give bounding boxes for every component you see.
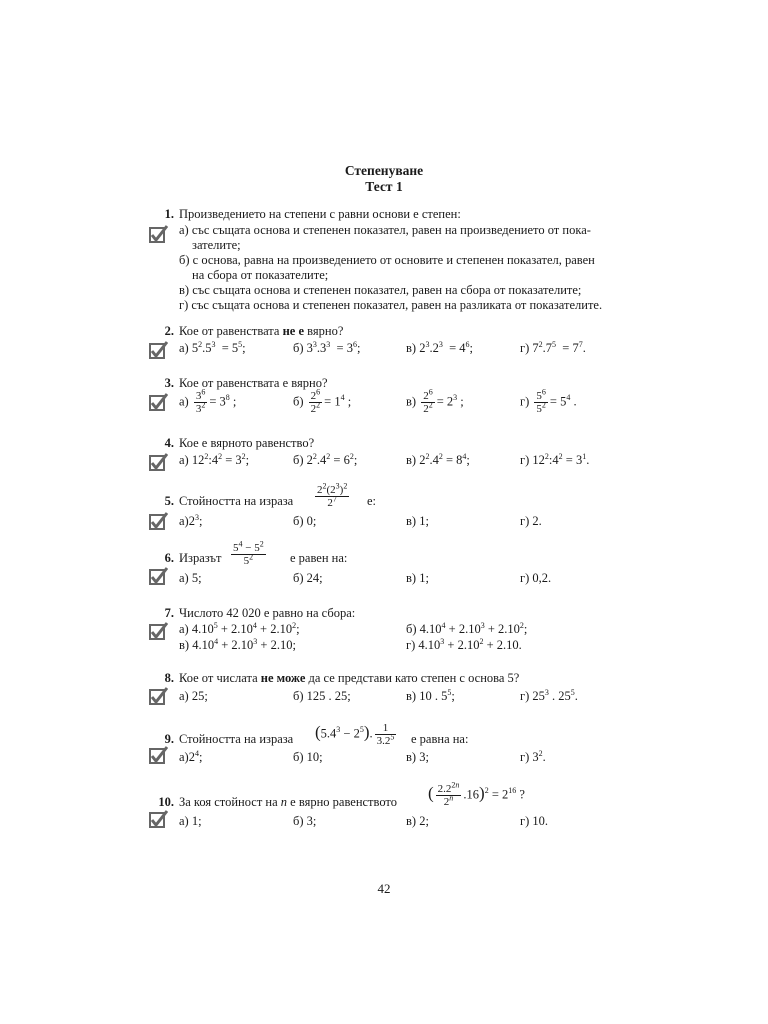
checkbox-checked-icon[interactable] [149, 453, 168, 471]
page-title: Степенуване [344, 163, 424, 178]
answer-option: б) $\frac{2^6}{2^2}$ = $1^4$ ; [293, 387, 352, 415]
answer-option: б) 125 . 25; [293, 689, 351, 703]
answer-option: а) $12^2:4^2 = 3^2$; [179, 451, 250, 467]
answer-option: а) със същата основа и степенен показател, равен на произведението от пока- [179, 223, 591, 237]
question-text: Кое от равенствата е вярно? [179, 376, 328, 390]
answer-option: а) 1; [179, 814, 202, 828]
page-subtitle: Тест 1 [365, 179, 403, 194]
question-text: Произведението на степени с равни основи е степен: [179, 207, 461, 221]
answer-option: б) $3^3.3^3 = 3^6$; [293, 339, 361, 355]
answer-option: г) $25^3$ . $25^5$. [520, 687, 578, 703]
answer-option: а) $4.10^5 + 2.10^4 + 2.10^2$; [179, 620, 300, 636]
checkbox-checked-icon[interactable] [149, 567, 168, 585]
question-text: Кое е вярното равенство? [179, 436, 315, 450]
question-number: 9. [164, 732, 174, 746]
question-number: 3. [164, 376, 174, 390]
checkbox-checked-icon[interactable] [149, 810, 168, 828]
answer-option: б) 0; [293, 514, 317, 528]
checkbox-checked-icon[interactable] [149, 225, 168, 243]
answer-option: на сбора от показателите; [192, 268, 329, 282]
answer-option: г) $4.10^3 + 2.10^2 + 2.10$. [406, 636, 522, 652]
question-number: 5. [164, 494, 174, 508]
answer-option: г) 2. [520, 514, 542, 528]
answer-option: зателите; [192, 238, 241, 252]
checkbox-checked-icon[interactable] [149, 687, 168, 705]
question-text: За коя стойност на n е вярно равенството [179, 795, 397, 809]
question-text: Кое от равенствата не е вярно? [179, 324, 344, 338]
question-number: 2. [164, 324, 174, 338]
answer-option: в) 3; [406, 750, 429, 764]
answer-option: б) $4.10^4 + 2.10^3 + 2.10^2$; [406, 620, 528, 636]
question-number: 10. [158, 795, 174, 809]
answer-option: а) 5; [179, 571, 202, 585]
answer-option: б) 3; [293, 814, 317, 828]
answer-option: в) $2^3.2^3 = 4^6$; [406, 339, 473, 355]
answer-option: $а)2^4$; [179, 748, 203, 764]
expression-formula: $(5.4^3 - 2^5)$. $\frac{1}{3.2^5}$ [315, 722, 395, 747]
question-number: 1. [164, 207, 174, 221]
answer-option: в) 2; [406, 814, 429, 828]
answer-option: г) 0,2. [520, 571, 552, 585]
checkbox-checked-icon[interactable] [149, 512, 168, 530]
checkbox-checked-icon[interactable] [149, 393, 168, 411]
expression-fraction: $\frac{5^4 - 5^2}{5^2}$ [233, 539, 264, 567]
answer-option: г) $3^2$. [520, 748, 546, 764]
question-text: е: [367, 494, 377, 508]
answer-option: в) $\frac{2^6}{2^2}$ = $2^3$ ; [406, 387, 464, 415]
question-text: Стойността на израза [179, 732, 294, 746]
answer-option: г) $7^2.7^5 = 7^7$. [520, 339, 586, 355]
checkbox-checked-icon[interactable] [149, 622, 168, 640]
question-number: 7. [164, 606, 174, 620]
answer-option: б) 10; [293, 750, 323, 764]
checkbox-checked-icon[interactable] [149, 341, 168, 359]
expression-fraction: $\frac{2^2(2^3)^2}{2^7}$ [317, 481, 348, 509]
answer-option: в) 1; [406, 571, 429, 585]
answer-option: в) 10 . $5^5$; [406, 687, 455, 703]
question-text: е равен на: [290, 551, 348, 565]
question-number: 6. [164, 551, 174, 565]
answer-option: в) със същата основа и степенен показател, равен на сбора от показателите; [179, 283, 582, 297]
answer-option: а) $\frac{3^6}{3^2}$ = $3^8$ ; [179, 387, 237, 415]
answer-option: б) $2^2.4^2 = 6^2$; [293, 451, 358, 467]
expression-formula: ( $\frac{2.2^{2n}}{2^n}$ $.16)^2 = 2^{16}$ ? [428, 780, 525, 808]
page-number: 42 [377, 881, 391, 896]
question-number: 4. [164, 436, 174, 450]
question-text: Кое от числата не може да се представи като степен с основа 5? [179, 671, 520, 685]
answer-option: в) 1; [406, 514, 429, 528]
answer-option: г) със същата основа и степенен показател, равен на разликата от показателите. [179, 298, 603, 312]
checkbox-checked-icon[interactable] [149, 746, 168, 764]
answer-option: а) $5^2.5^3 = 5^5$; [179, 339, 246, 355]
question-text: Изразът [179, 551, 222, 565]
answer-option: $а)2^3$; [179, 512, 203, 528]
answer-option: а) 25; [179, 689, 208, 703]
answer-option: в) $2^2.4^2 = 8^4$; [406, 451, 470, 467]
question-text: е равна на: [411, 732, 469, 746]
answer-option: в) $4.10^4 + 2.10^3 + 2.10$; [179, 636, 296, 652]
answer-option: б) 24; [293, 571, 323, 585]
question-text: Стойността на израза [179, 494, 294, 508]
question-text: Числото 42 020 е равно на сбора: [179, 606, 356, 620]
question-number: 8. [164, 671, 174, 685]
answer-option: г) $12^2:4^2 = 3^1$. [520, 451, 590, 467]
answer-option: б) с основа, равна на произведението от основите и степенен показател, равен [179, 253, 595, 267]
answer-option: г) $\frac{5^6}{5^2}$ = $5^4$ . [520, 387, 577, 415]
answer-option: г) 10. [520, 814, 549, 828]
